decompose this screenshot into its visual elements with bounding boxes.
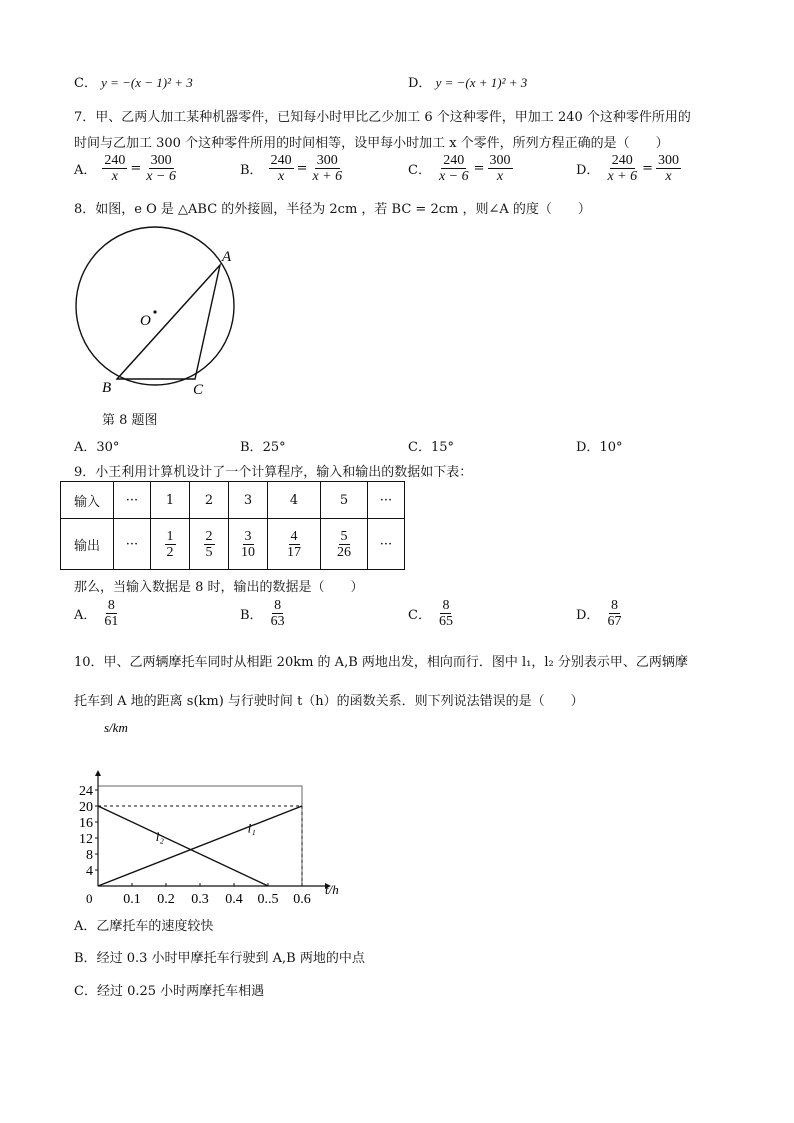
equals-sign: =: [130, 161, 142, 176]
numerator: 8: [274, 598, 282, 613]
q8-option-d: [576, 436, 622, 455]
denominator: x: [111, 169, 118, 184]
option-expression: y = −(x − 1)² + 3: [101, 75, 193, 90]
q9-option-c: [408, 598, 455, 629]
series-label-1: l₁: [247, 820, 256, 836]
fraction: [285, 529, 303, 560]
option-label: A．: [74, 919, 97, 934]
figure-caption: 第 8 题图: [102, 413, 158, 428]
fraction: [102, 153, 127, 184]
y-tick-label: 16: [79, 816, 93, 831]
denominator: x + 6: [607, 169, 638, 184]
denominator: 10: [241, 544, 255, 560]
option-text: 乙摩托车的速度较快: [96, 919, 214, 934]
diameter-line: [117, 265, 220, 379]
io-table: [60, 481, 405, 570]
fraction: [269, 598, 287, 629]
row-header-output: 输出: [61, 519, 114, 570]
q10-option-c: [74, 980, 264, 999]
distance-time-chart: [70, 718, 339, 910]
input-cell: 2: [190, 482, 229, 519]
denominator: 2: [166, 544, 174, 560]
numerator: 2: [205, 528, 213, 544]
fraction: [204, 529, 215, 560]
denominator: 63: [270, 614, 285, 629]
ellipsis-cell: ···: [368, 482, 405, 519]
x-tick-label: 0.6: [293, 892, 311, 907]
numerator: 300: [489, 153, 511, 168]
output-cell: [190, 519, 229, 570]
denominator: 5: [205, 544, 213, 560]
numerator: 8: [442, 598, 450, 613]
equals-sign: =: [642, 161, 654, 176]
option-label: C．: [74, 76, 97, 91]
label-a: A: [222, 249, 232, 265]
table-row: [61, 519, 405, 570]
q9-option-d: [576, 598, 623, 629]
numerator: 300: [316, 153, 338, 168]
q8-option-a: [74, 436, 119, 455]
fraction: [102, 598, 120, 629]
output-cell: [268, 519, 321, 570]
y-tick-label: 12: [79, 832, 93, 847]
option-label: B．: [74, 951, 97, 966]
x-tick-label: 0..5: [257, 892, 279, 907]
numerator: 300: [658, 153, 680, 168]
x-axis-label: t/h: [325, 882, 339, 897]
y-tick-label: 20: [79, 800, 93, 815]
option-label: A．: [74, 163, 97, 178]
denominator: 65: [438, 614, 453, 629]
q9-stem: 9．小王利用计算机设计了一个计算程序，输入和输出的数据如下表：: [74, 465, 473, 480]
series-line-2: [98, 806, 268, 886]
option-label: A．: [74, 608, 97, 623]
fraction: [437, 598, 455, 629]
option-text: 15°: [430, 440, 454, 455]
option-label: C．: [408, 440, 431, 455]
y-axis-label: s/km: [104, 720, 128, 735]
q10-option-a: [74, 915, 213, 934]
option-label: A．: [74, 440, 97, 455]
x-tick-label: 0.1: [123, 892, 141, 907]
fraction: [437, 153, 471, 184]
fraction: [656, 153, 681, 184]
option-text: 经过 0.3 小时甲摩托车行驶到 A,B 两地的中点: [96, 951, 365, 966]
numerator: 4: [290, 528, 298, 544]
y-tick-label: 4: [86, 864, 93, 879]
denominator: x: [277, 169, 285, 184]
label-b: B: [102, 380, 112, 396]
option-label: C．: [74, 984, 97, 999]
numerator: 300: [150, 153, 172, 168]
option-label: B．: [240, 440, 263, 455]
q9-option-a: [74, 598, 120, 629]
ellipsis-cell: ···: [114, 519, 151, 570]
denominator: x + 6: [312, 169, 343, 184]
q7-option-b: [240, 153, 344, 184]
fraction: [335, 529, 353, 560]
numerator: 240: [443, 153, 465, 168]
q8-option-c: [408, 436, 454, 455]
label-o: O: [140, 313, 151, 329]
fraction: [310, 153, 344, 184]
plot-frame: [98, 786, 302, 886]
q7-option-a: [74, 153, 178, 184]
origin-label: 0: [86, 891, 93, 906]
fraction: [605, 598, 623, 629]
q7-stem-line1: 7．甲、乙两人加工某种机器零件，已知每小时甲比乙少加工 6 个这种零件，甲加工 240 个这种零件所用的: [74, 110, 691, 125]
q10-stem-line1: 10．甲、乙两辆摩托车同时从相距 20km 的 A,B 两地出发，相向而行．图中 l₁，l₂ 分别表示甲、乙两辆摩: [74, 655, 688, 670]
tick-labels: [79, 784, 311, 907]
numerator: 1: [166, 528, 174, 544]
input-cell: 1: [151, 482, 190, 519]
numerator: 8: [107, 598, 115, 613]
y-axis-arrow: [95, 770, 101, 776]
denominator: 61: [104, 614, 119, 629]
ellipsis-cell: ···: [368, 519, 405, 570]
denominator: x: [665, 169, 672, 184]
fraction: [269, 153, 294, 184]
q6-option-c: [74, 72, 193, 91]
option-text: 经过 0.25 小时两摩托车相遇: [96, 984, 265, 999]
row-header-input: 输入: [61, 482, 114, 519]
fraction: [605, 153, 639, 184]
denominator: x − 6: [438, 169, 469, 184]
fraction: [488, 153, 513, 184]
denominator: x − 6: [146, 169, 176, 184]
option-label: D．: [408, 76, 432, 91]
fraction: [165, 529, 176, 560]
x-tick-label: 0.2: [157, 892, 175, 907]
denominator: 17: [287, 544, 301, 560]
q8-circle-figure: [70, 226, 250, 401]
option-text: 30°: [96, 440, 120, 455]
q7-option-c: [408, 153, 513, 184]
input-cell: 4: [268, 482, 321, 519]
q9-option-b: [240, 598, 287, 629]
option-text: 10°: [599, 440, 623, 455]
numerator: 3: [244, 528, 252, 544]
q7-stem-line2: 时间与乙加工 300 个这种零件所用的时间相等，设甲每小时加工 x 个零件，所列方程正确的是（ ）: [74, 136, 669, 151]
numerator: 8: [610, 598, 618, 613]
option-label: D．: [576, 440, 600, 455]
series-line-1: [98, 806, 302, 886]
q8-option-b: [240, 436, 286, 455]
numerator: 240: [611, 153, 633, 168]
option-label: C．: [408, 608, 431, 623]
ellipsis-cell: ···: [114, 482, 151, 519]
denominator: x: [496, 169, 504, 184]
option-label: C．: [408, 163, 431, 178]
y-tick-label: 8: [86, 848, 93, 863]
numerator: 5: [340, 528, 348, 544]
q8-stem: 8．如图，e O 是 △ABC 的外接圆，半径为 2cm ，若 BC = 2cm ，则∠A 的度（ ）: [74, 202, 591, 217]
option-label: B．: [240, 163, 263, 178]
fraction: [144, 153, 178, 184]
table-row: [61, 482, 405, 519]
center-point: [153, 310, 156, 313]
x-tick-label: 0.3: [191, 892, 209, 907]
output-cell: [321, 519, 368, 570]
q7-option-d: [576, 153, 681, 184]
q6-option-d: [408, 72, 527, 91]
option-expression: y = −(x + 1)² + 3: [435, 75, 528, 90]
numerator: 240: [270, 153, 292, 168]
label-c: C: [193, 382, 204, 398]
y-tick-label: 24: [79, 784, 93, 799]
option-label: D．: [576, 608, 600, 623]
output-cell: [229, 519, 268, 570]
fraction: [239, 529, 257, 560]
input-cell: 3: [229, 482, 268, 519]
equals-sign: =: [473, 161, 485, 176]
equals-sign: =: [296, 161, 308, 176]
option-label: B．: [240, 608, 263, 623]
x-tick-label: 0.4: [225, 892, 243, 907]
q10-option-b: [74, 947, 365, 966]
grid-lines: [95, 790, 302, 886]
denominator: 26: [337, 544, 351, 560]
q10-stem-line2: 托车到 A 地的距离 s(km) 与行驶时间 t（h）的函数关系．则下列说法错误的是（ ）: [74, 694, 584, 709]
option-label: D．: [576, 163, 600, 178]
input-cell: 5: [321, 482, 368, 519]
option-text: 25°: [262, 440, 286, 455]
series-label-2: l₂: [155, 829, 164, 845]
numerator: 240: [104, 153, 126, 168]
output-cell: [151, 519, 190, 570]
series-group: [98, 806, 302, 886]
denominator: 67: [607, 614, 622, 629]
q9-followup: 那么，当输入数据是 8 时，输出的数据是（ ）: [74, 580, 364, 595]
